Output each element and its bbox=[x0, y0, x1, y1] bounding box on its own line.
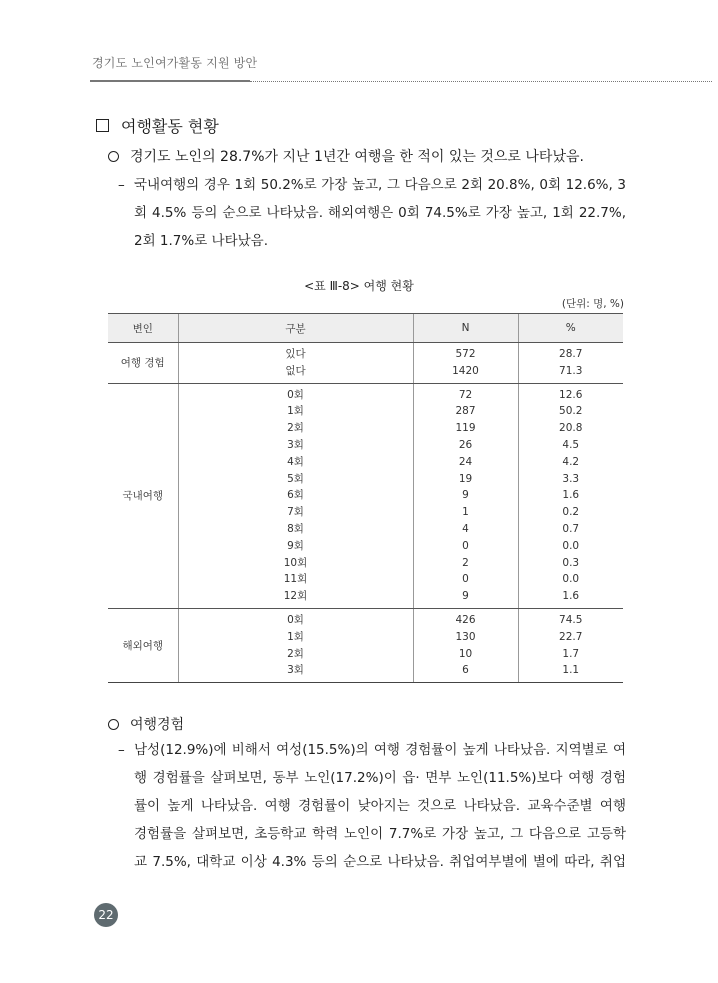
category-value: 5회 bbox=[287, 472, 304, 485]
column-header: 구분 bbox=[178, 314, 413, 343]
percent-value: 1.1 bbox=[562, 664, 580, 677]
paragraph-line: 교 7.5%, 대학교 이상 4.3% 등의 순으로 나타났음. 취업여부별에 별에 따라, 취업 bbox=[134, 854, 626, 870]
count-value: 6 bbox=[462, 664, 469, 677]
percent-cell bbox=[518, 383, 623, 608]
table-group-row bbox=[108, 383, 623, 608]
count-value: 0 bbox=[462, 573, 469, 586]
percent-value: 0.2 bbox=[562, 506, 580, 519]
category-value: 4회 bbox=[287, 455, 304, 468]
percent-value: 4.5 bbox=[562, 438, 580, 451]
count-value: 287 bbox=[455, 405, 476, 418]
category-cell bbox=[178, 343, 413, 384]
table-group-row bbox=[108, 608, 623, 682]
column-header: N bbox=[413, 314, 518, 343]
category-value: 10회 bbox=[283, 556, 308, 569]
travel-status-table bbox=[108, 313, 623, 683]
count-cell bbox=[413, 608, 518, 682]
percent-value: 12.6 bbox=[559, 388, 583, 401]
paragraph-line: 국내여행의 경우 1회 50.2%로 가장 높고, 그 다음으로 2회 20.8%, 0회 12.6%, 3 bbox=[134, 177, 626, 193]
percent-cell bbox=[518, 343, 623, 384]
paragraph-line: 행 경험률을 살펴보면, 동부 노인(17.2%)이 읍· 면부 노인(11.5%)보다 여행 경험 bbox=[134, 770, 626, 786]
percent-value: 1.6 bbox=[562, 489, 580, 502]
count-value: 130 bbox=[455, 630, 476, 643]
dash-bullet: – bbox=[118, 742, 125, 758]
dash-bullet: – bbox=[118, 177, 125, 193]
percent-value: 74.5 bbox=[559, 613, 583, 626]
count-value: 24 bbox=[458, 455, 473, 468]
count-value: 119 bbox=[455, 422, 476, 435]
running-header: 경기도 노인여가활동 지원 방안 bbox=[92, 56, 258, 70]
count-value: 1420 bbox=[452, 364, 479, 377]
group-label: 여행 경험 bbox=[120, 357, 165, 370]
percent-value: 0.0 bbox=[562, 573, 580, 586]
count-value: 9 bbox=[462, 590, 469, 603]
percent-value: 50.2 bbox=[559, 405, 583, 418]
category-value: 없다 bbox=[285, 364, 306, 377]
square-bullet-icon bbox=[96, 119, 109, 132]
paragraph-line: 률이 높게 나타났음. 여행 경험률이 낮아지는 것으로 나타났음. 교육수준별 여행 bbox=[134, 798, 626, 814]
category-cell bbox=[178, 383, 413, 608]
percent-value: 3.3 bbox=[562, 472, 580, 485]
paragraph-line: 경험률을 살펴보면, 초등학교 학력 노인이 7.7%로 가장 높고, 그 다음으로 고등학 bbox=[134, 826, 626, 842]
paragraph-line: 회 4.5% 등의 순으로 나타났음. 해외여행은 0회 74.5%로 가장 높고, 1회 22.7%, bbox=[134, 205, 626, 221]
category-value: 3회 bbox=[287, 664, 304, 677]
count-value: 10 bbox=[458, 647, 473, 660]
category-value: 0회 bbox=[287, 388, 304, 401]
section-title bbox=[96, 114, 219, 137]
category-value: 2회 bbox=[287, 422, 304, 435]
group-label-cell bbox=[108, 608, 178, 682]
percent-value: 1.6 bbox=[562, 590, 580, 603]
category-value: 2회 bbox=[287, 647, 304, 660]
count-value: 572 bbox=[455, 348, 476, 360]
percent-value: 0.3 bbox=[562, 556, 580, 569]
category-value: 0회 bbox=[287, 613, 304, 626]
category-value: 6회 bbox=[287, 489, 304, 502]
count-value: 72 bbox=[458, 388, 473, 401]
category-cell bbox=[178, 608, 413, 682]
group-label-cell bbox=[108, 383, 178, 608]
group-label-cell bbox=[108, 343, 178, 384]
bullet-travel-experience bbox=[108, 714, 184, 734]
percent-value: 0.0 bbox=[562, 539, 580, 552]
header-rule-solid bbox=[90, 80, 250, 82]
percent-value: 71.3 bbox=[559, 364, 583, 377]
count-cell bbox=[413, 383, 518, 608]
circle-bullet-icon bbox=[108, 719, 119, 730]
paragraph-line: 남성(12.9%)에 비해서 여성(15.5%)의 여행 경험률이 높게 나타났음. 지역별로 여 bbox=[134, 742, 626, 758]
percent-value: 0.7 bbox=[562, 522, 580, 535]
category-value: 있다 bbox=[285, 348, 306, 360]
count-cell bbox=[413, 343, 518, 384]
category-value: 1회 bbox=[287, 405, 304, 418]
category-value: 12회 bbox=[283, 590, 308, 603]
count-value: 26 bbox=[458, 438, 473, 451]
count-value: 2 bbox=[462, 556, 469, 569]
page-number-badge: 22 bbox=[94, 903, 118, 927]
count-value: 4 bbox=[462, 522, 469, 535]
percent-cell bbox=[518, 608, 623, 682]
table-header-row bbox=[108, 314, 623, 343]
section-title-text: 여행활동 현황 bbox=[121, 117, 219, 136]
count-value: 19 bbox=[458, 472, 473, 485]
count-value: 426 bbox=[455, 613, 476, 626]
group-label: 국내여행 bbox=[122, 490, 164, 503]
count-value: 1 bbox=[462, 506, 469, 519]
header-rule-dotted bbox=[250, 81, 712, 82]
category-value: 3회 bbox=[287, 438, 304, 451]
percent-value: 22.7 bbox=[559, 630, 583, 643]
category-value: 7회 bbox=[287, 506, 304, 519]
paragraph-line: 2회 1.7%로 나타났음. bbox=[134, 233, 269, 249]
percent-value: 28.7 bbox=[559, 348, 583, 360]
category-value: 11회 bbox=[283, 573, 308, 586]
category-value: 9회 bbox=[287, 539, 304, 552]
category-value: 8회 bbox=[287, 522, 304, 535]
bullet-summary-text: 경기도 노인의 28.7%가 지난 1년간 여행을 한 적이 있는 것으로 나타났음. bbox=[130, 149, 584, 165]
percent-value: 1.7 bbox=[562, 647, 580, 660]
travel-detail-paragraph bbox=[118, 171, 626, 255]
table-group-row bbox=[108, 343, 623, 384]
count-value: 0 bbox=[462, 539, 469, 552]
percent-value: 20.8 bbox=[559, 422, 583, 435]
table-caption: <표 Ⅲ-8> 여행 현황 bbox=[304, 279, 414, 293]
bullet-travel-experience-text: 여행경험 bbox=[130, 717, 185, 733]
travel-experience-paragraph bbox=[118, 736, 626, 876]
group-label: 해외여행 bbox=[122, 640, 164, 653]
bullet-summary bbox=[108, 146, 584, 166]
column-header: % bbox=[518, 314, 623, 343]
percent-value: 4.2 bbox=[562, 455, 580, 468]
table-unit: (단위: 명, %) bbox=[561, 298, 624, 310]
circle-bullet-icon bbox=[108, 151, 119, 162]
category-value: 1회 bbox=[287, 630, 304, 643]
count-value: 9 bbox=[462, 489, 469, 502]
column-header: 변인 bbox=[108, 314, 178, 343]
